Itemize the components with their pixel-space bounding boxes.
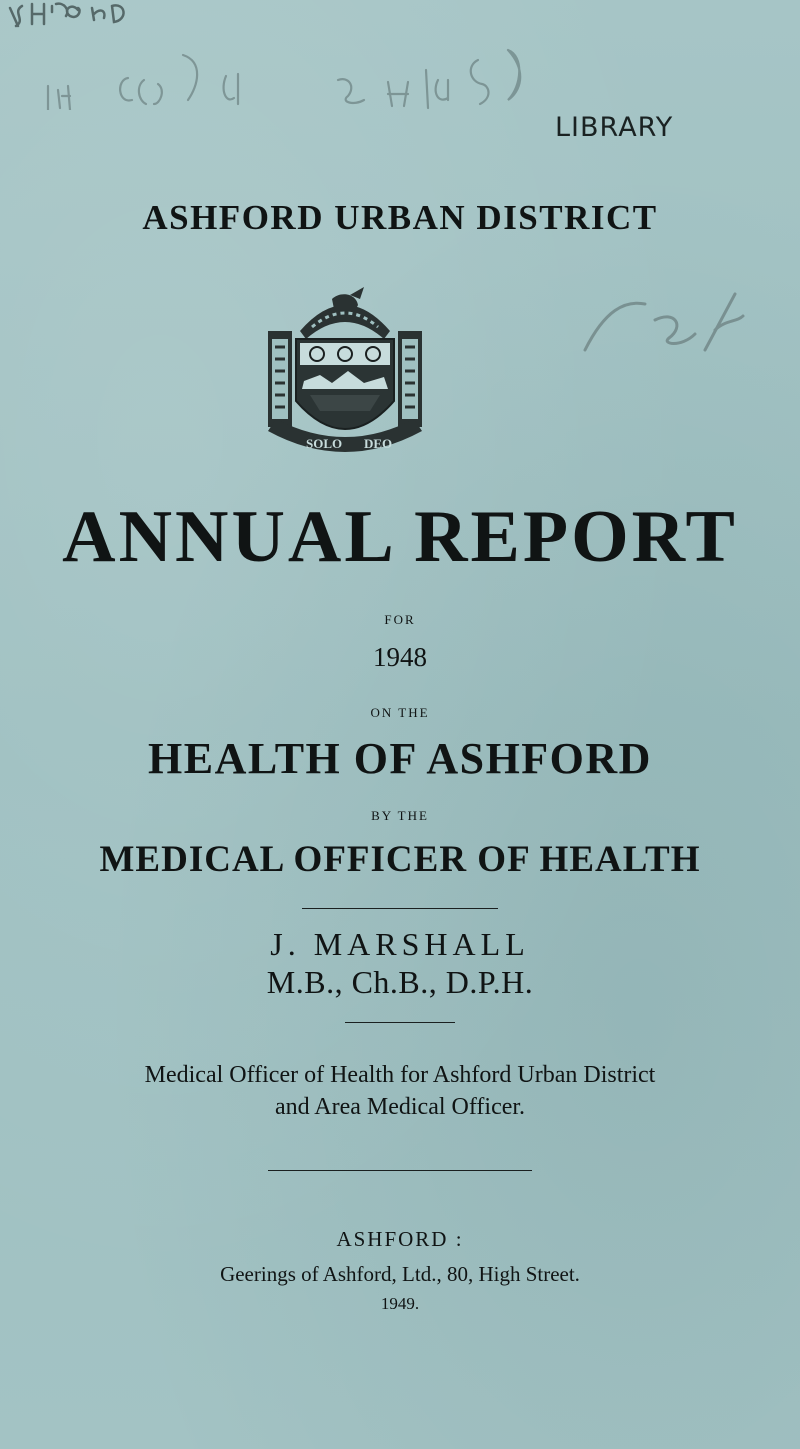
author-description-line-1: Medical Officer of Health for Ashford Urban District — [144, 1062, 656, 1088]
handwritten-scribble — [8, 0, 568, 110]
district-heading: ASHFORD URBAN DISTRICT — [142, 198, 658, 237]
on-the-label: ON THE — [370, 705, 430, 720]
library-stamp-mark — [565, 290, 765, 370]
by-the-label: BY THE — [371, 808, 429, 823]
crest-motto-left: SOLO — [306, 436, 343, 451]
divider-rule — [302, 908, 498, 909]
imprint-place: ASHFORD : — [336, 1227, 464, 1251]
author-description-line-2: and Area Medical Officer. — [274, 1094, 526, 1120]
report-year: 1948 — [373, 642, 427, 672]
divider-rule — [345, 1022, 455, 1023]
report-subject: HEALTH OF ASHFORD — [148, 734, 652, 783]
report-title: ANNUAL REPORT — [62, 496, 738, 578]
imprint-year: 1949. — [380, 1294, 420, 1313]
officer-role-heading: MEDICAL OFFICER OF HEALTH — [99, 839, 701, 880]
divider-rule — [268, 1170, 532, 1171]
author-degrees: M.B., Ch.B., D.P.H. — [266, 964, 534, 1000]
crest-motto-right: DEO — [364, 436, 393, 451]
author-name: J. MARSHALL — [270, 926, 530, 962]
handwritten-library-note: LIBRARY — [555, 112, 674, 143]
district-crest-emblem — [260, 285, 430, 465]
imprint-printer: Geerings of Ashford, Ltd., 80, High Street. — [220, 1262, 580, 1286]
for-label: FOR — [384, 612, 416, 627]
